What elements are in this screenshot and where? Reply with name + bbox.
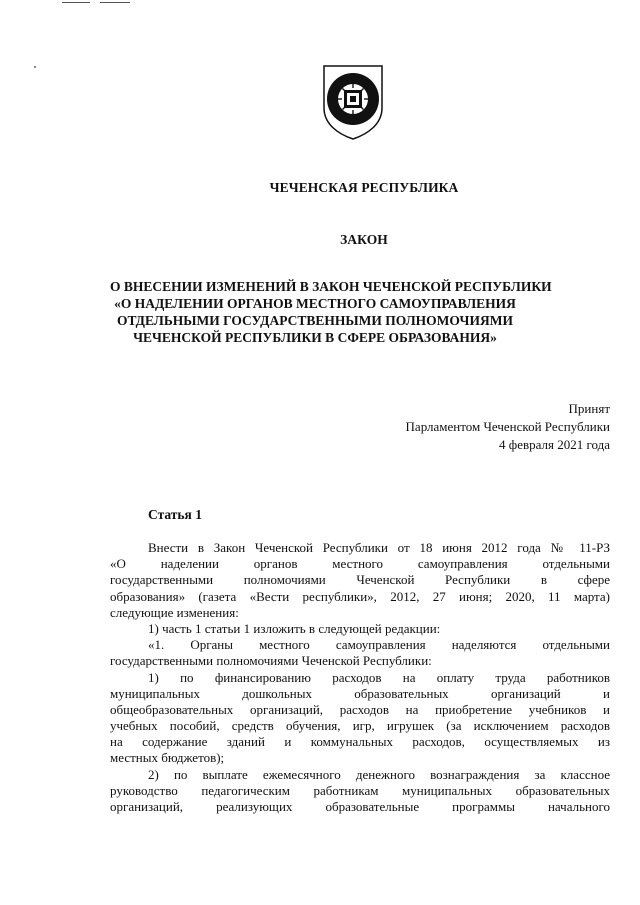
adoption-info <box>406 400 610 454</box>
text-line: «1. Органы местного самоуправления наделяются отдельными <box>148 637 610 653</box>
text-line: 1) часть 1 статьи 1 изложить в следующей редакции: <box>148 620 441 636</box>
law-title-line: ОТДЕЛЬНЫМИ ГОСУДАРСТВЕННЫМИ ПОЛНОМОЧИЯМИ <box>117 313 513 328</box>
text-line: образования» (газета «Вести республики», 2012, 27 июня; 2020, 11 марта) <box>110 588 610 604</box>
text-line: Внести в Закон Чеченской Республики от 18 июня 2012 года № 11-РЗ <box>148 540 610 555</box>
document-type-heading: ЗАКОН <box>340 232 388 247</box>
text-line: общеобразовательных организаций, расходов на приобретение учебников и <box>110 701 610 717</box>
law-title-line: ЧЕЧЕНСКОЙ РЕСПУБЛИКИ В СФЕРЕ ОБРАЗОВАНИЯ» <box>133 330 497 345</box>
text-line: 1) по финансированию расходов на оплату труда работников <box>148 669 610 685</box>
article-body <box>110 540 610 815</box>
text-line: местных бюджетов); <box>110 750 225 766</box>
coat-of-arms-icon <box>320 62 386 142</box>
law-title-line: О ВНЕСЕНИИ ИЗМЕНЕНИЙ В ЗАКОН ЧЕЧЕНСКОЙ РЕСПУБЛИКИ <box>110 279 552 294</box>
text-line: муниципальных дошкольных образовательных организаций и <box>110 685 610 701</box>
scan-artifact-line <box>100 2 130 3</box>
text-line: государственными полномочиями Чеченской Республики в сфере <box>110 572 610 588</box>
scan-artifact-dot <box>34 66 36 68</box>
text-line: руководство педагогическим работникам муниципальных образовательных <box>110 782 610 798</box>
text-line: учебных пособий, средств обучения, игр, игрушек (за исключением расходов <box>110 718 610 734</box>
republic-heading: ЧЕЧЕНСКАЯ РЕСПУБЛИКА <box>269 180 459 195</box>
law-title-line: «О НАДЕЛЕНИИ ОРГАНОВ МЕСТНОГО САМОУПРАВЛЕНИЯ <box>114 296 516 311</box>
scan-artifact-line <box>62 2 90 3</box>
law-title <box>110 278 552 346</box>
text-line: организаций, реализующих образовательные программы начального <box>110 799 610 814</box>
adopted-label: Принят <box>568 401 610 416</box>
text-line: следующие изменения: <box>110 604 239 620</box>
article-title: Статья 1 <box>148 507 202 522</box>
adopted-by: Парламентом Чеченской Республики <box>405 419 610 434</box>
text-line: на содержание зданий и коммунальных расходов, осуществляемых из <box>110 734 610 750</box>
text-line: 2) по выплате ежемесячного денежного вознаграждения за классное <box>148 766 610 782</box>
text-line: «О наделении органов местного самоуправления отдельными <box>110 556 610 572</box>
adopted-date: 4 февраля 2021 года <box>499 437 610 452</box>
text-line: государственными полномочиями Чеченской Республики: <box>110 653 432 669</box>
